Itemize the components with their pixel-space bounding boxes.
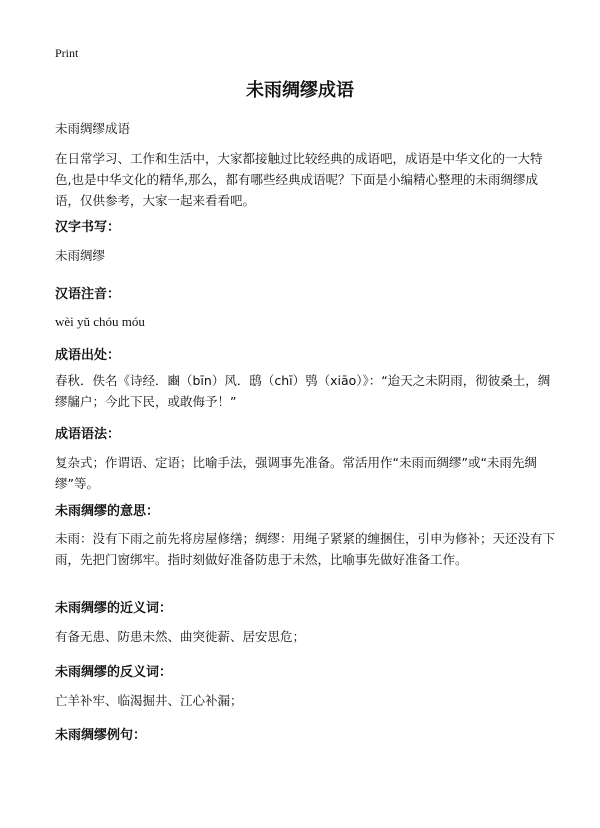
section-content-synonyms: 有备无患、防患未然、曲突徙薪、居安思危； (55, 629, 306, 644)
section-heading-synonyms: 未雨绸缪的近义词： (55, 601, 173, 616)
section-heading-writing: 汉字书写： (55, 220, 121, 235)
document-subtitle: 未雨绸缪成语 (55, 121, 131, 136)
section-heading-source: 成语出处： (55, 348, 121, 363)
section-heading-meaning: 未雨绸缪的意思： (55, 504, 160, 519)
section-content-pinyin: wèi yǔ chóu móu (55, 314, 145, 329)
section-content-source: 春秋．佚名《诗经．豳（bīn）风．鸱（chī）鸮（xiāo）》：“迨天之未阴雨，彻彼桑土，绸缪牖户；今此下民，或敢侮予！” (55, 373, 551, 409)
section-heading-antonyms: 未雨绸缪的反义词： (55, 665, 173, 680)
intro-paragraph: 在日常学习、工作和生活中，大家都接触过比较经典的成语吧，成语是中华文化的一大特色,也是中华文化的精华,那么，都有哪些经典成语呢？下面是小编精心整理的未雨绸缪成语，仅供参考，大家一起来看看吧。 (55, 151, 543, 208)
section-heading-grammar: 成语语法： (55, 427, 121, 442)
section-heading-examples: 未雨绸缪例句： (55, 728, 147, 743)
section-content-antonyms: 亡羊补牢、临渴掘井、江心补漏； (55, 693, 243, 708)
print-link[interactable]: Print (55, 46, 79, 60)
section-content-writing: 未雨绸缪 (55, 248, 106, 263)
page-title: 未雨绸缪成语 (246, 80, 354, 101)
section-heading-pinyin: 汉语注音： (55, 287, 121, 302)
section-content-meaning: 未雨：没有下雨之前先将房屋修缮；绸缪：用绳子紧紧的缠捆住，引申为修补；天还没有下雨，先把门窗绑牢。指时刻做好准备防患于未然，比喻事先做好准备工作。 (55, 531, 556, 567)
section-content-grammar: 复杂式；作谓语、定语；比喻手法，强调事先准备。常活用作“未雨而绸缪”或“未雨先绸缪”等。 (55, 455, 537, 491)
